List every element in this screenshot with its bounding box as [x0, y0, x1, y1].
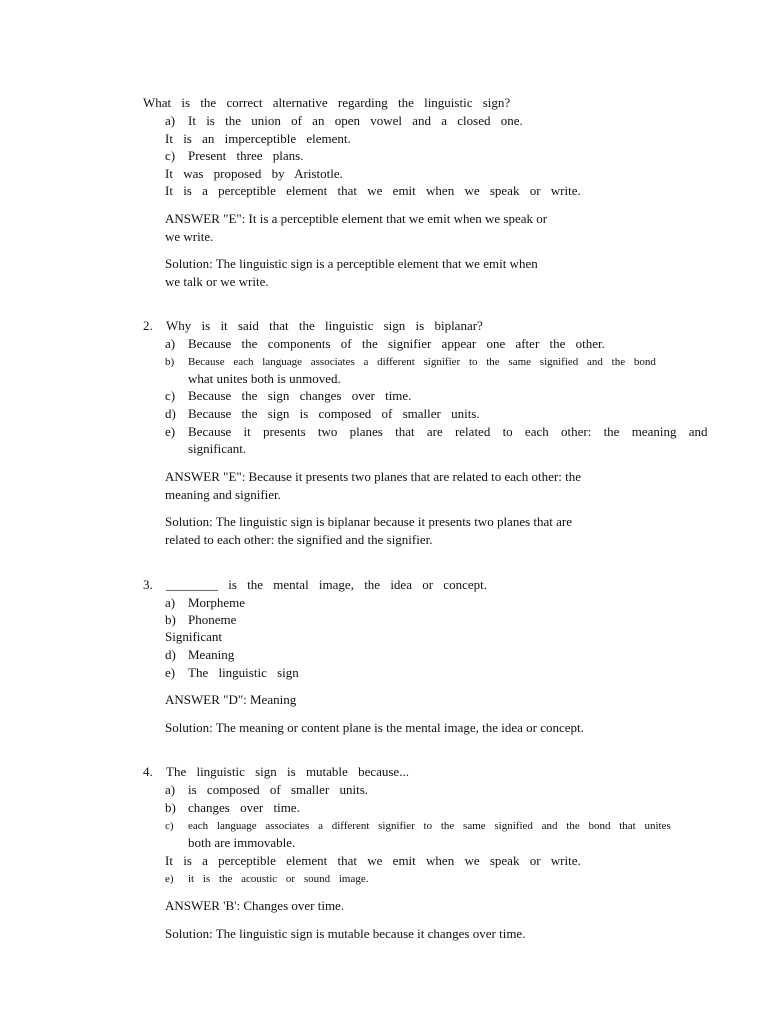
question-1-text: What is the correct alternative regarding the linguistic sign?: [143, 95, 511, 110]
option-mark: a): [165, 595, 176, 610]
question-3-answer: ANSWER "D": Meaning: [165, 692, 297, 707]
option-text: The linguistic sign: [188, 665, 299, 680]
option-mark: a): [165, 336, 176, 351]
option-text: It is an imperceptible element.: [165, 131, 351, 146]
question-4-option-c: [165, 818, 671, 834]
question-3-solution: Solution: The meaning or content plane is the mental image, the idea or concept.: [165, 720, 584, 735]
question-4-text: The linguistic sign is mutable because...: [166, 764, 409, 779]
question-3-option-c: [165, 629, 222, 645]
option-text: Because the sign changes over time.: [188, 388, 412, 403]
question-1-solution-line-2: we talk or we write.: [165, 274, 269, 289]
question-4-solution: Solution: The linguistic sign is mutable because it changes over time.: [165, 926, 526, 941]
question-4-option-b: [165, 800, 300, 816]
question-1-answer-line-2: we write.: [165, 229, 214, 244]
question-1-option-e: [165, 183, 581, 199]
question-3-option-b: [165, 612, 236, 628]
question-2-text: Why is it said that the linguistic sign is biplanar?: [166, 318, 483, 333]
option-text: Present three plans.: [188, 148, 304, 163]
question-2-option-b-continued: what unites both is unmoved.: [188, 371, 341, 386]
option-mark: c): [165, 388, 176, 403]
question-1-option-c: [165, 148, 303, 164]
option-text: Significant: [165, 629, 223, 644]
option-mark: e): [165, 873, 174, 885]
option-mark: e): [165, 665, 176, 680]
question-1-option-a: [165, 113, 523, 129]
option-mark: b): [165, 800, 176, 815]
question-4-option-c-continued: both are immovable.: [188, 835, 296, 850]
option-text: It is the union of an open vowel and a closed one.: [188, 113, 523, 128]
option-mark: b): [165, 612, 176, 627]
question-3-option-d: [165, 647, 234, 663]
option-text: is composed of smaller units.: [188, 782, 369, 797]
option-text: Because it presents two planes that are related to each other: the meaning and: [188, 424, 708, 439]
fill-in-blank: ________: [166, 577, 218, 592]
question-1-option-d: [165, 166, 343, 182]
question-1-solution-line-1: Solution: The linguistic sign is a perceptible element that we emit when: [165, 256, 538, 271]
question-1-option-b: [165, 131, 351, 147]
option-text: Phoneme: [188, 612, 237, 627]
question-2-option-c: [165, 388, 411, 404]
option-text: changes over time.: [188, 800, 300, 815]
question-3-text: is the mental image, the idea or concept.: [228, 577, 487, 592]
option-mark: c): [165, 148, 176, 163]
question-2-solution-line-2: related to each other: the signified and the signifier.: [165, 532, 433, 547]
question-4-answer: ANSWER 'B': Changes over time.: [165, 898, 345, 913]
option-mark: d): [165, 406, 176, 421]
option-text: Because each language associates a different signifier to the same signified and the bond: [188, 356, 656, 368]
option-mark: e): [165, 424, 176, 439]
option-mark: d): [165, 647, 176, 662]
option-mark: c): [165, 820, 174, 832]
question-2-answer-line-2: meaning and signifier.: [165, 487, 281, 502]
option-text: It is a perceptible element that we emit when we speak or write.: [165, 183, 581, 198]
question-2-option-e-continued: significant.: [188, 441, 247, 456]
question-4-option-a: [165, 782, 368, 798]
question-2-option-a: [165, 336, 605, 352]
question-2-header: [143, 318, 483, 334]
option-mark: b): [165, 356, 175, 368]
question-4-option-e: [165, 871, 369, 887]
option-text: it is the acoustic or sound image.: [188, 873, 369, 885]
question-number: 2.: [143, 318, 153, 333]
question-number: 4.: [143, 764, 153, 779]
option-mark: a): [165, 113, 176, 128]
option-text: Because the sign is composed of smaller units.: [188, 406, 480, 421]
question-4-option-d: [165, 853, 581, 869]
option-mark: a): [165, 782, 176, 797]
option-text: It was proposed by Aristotle.: [165, 166, 343, 181]
question-2-option-d: [165, 406, 480, 422]
question-2-solution-line-1: Solution: The linguistic sign is biplanar because it presents two planes that are: [165, 514, 573, 529]
question-3-option-e: [165, 665, 299, 681]
question-number: 3.: [143, 577, 153, 592]
question-2-option-e: [165, 424, 707, 440]
option-text: Meaning: [188, 647, 235, 662]
option-text: It is a perceptible element that we emit when we speak or write.: [165, 853, 581, 868]
option-text: Because the components of the signifier appear one after the other.: [188, 336, 605, 351]
question-1-answer-line-1: ANSWER "E": It is a perceptible element that we emit when we speak or: [165, 211, 548, 226]
question-3-option-a: [165, 595, 245, 611]
question-2-option-b: [165, 354, 656, 370]
question-4-header: [143, 764, 409, 780]
question-2-answer-line-1: ANSWER "E": Because it presents two planes that are related to each other: the: [165, 469, 581, 484]
question-3-header: [143, 577, 487, 593]
option-text: Morpheme: [188, 595, 246, 610]
option-text: each language associates a different signifier to the same signified and the bond that unites: [188, 820, 671, 832]
